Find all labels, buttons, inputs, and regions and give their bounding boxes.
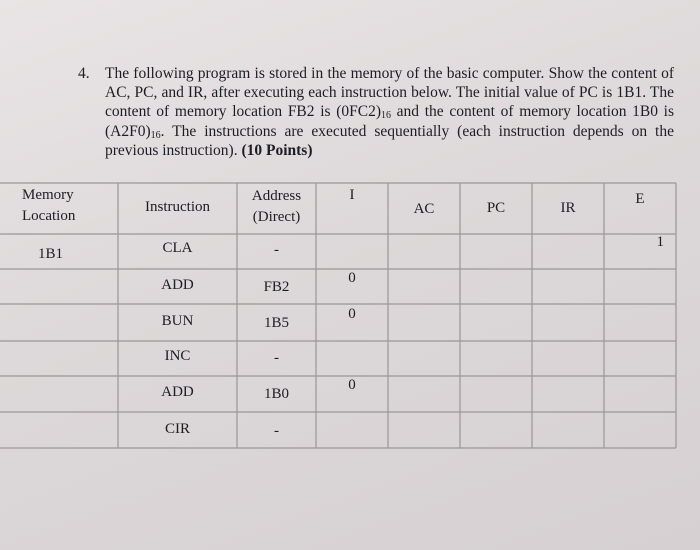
cell-i-4: 0 — [348, 377, 356, 393]
question-text-part3: . The instructions are executed sequentially (each instruction depends on the previous instruction). — [105, 122, 674, 159]
header-memory-line2: Location — [22, 208, 76, 224]
cell-address-5: - — [274, 423, 279, 439]
header-pc: PC — [486, 200, 506, 216]
cell-instruction-1: ADD — [161, 277, 194, 293]
cell-instruction-2: BUN — [161, 313, 194, 329]
cell-e-0: 1 — [656, 234, 664, 250]
cell-address-3: - — [274, 350, 279, 366]
cell-instruction-5: CIR — [164, 421, 190, 437]
cell-memory-0: 1B1 — [38, 246, 64, 262]
cell-instruction-0: CLA — [162, 240, 193, 256]
question-text-part2: and the content of memory location 1B0 is (A2F0) — [105, 103, 675, 140]
cell-address-2: 1B5 — [263, 315, 289, 331]
header-address-line1: Address — [251, 188, 302, 204]
header-i: I — [349, 187, 355, 203]
header-e: E — [635, 191, 645, 207]
cell-instruction-4: ADD — [161, 384, 194, 400]
cell-address-4: 1B0 — [263, 386, 289, 402]
cell-address-0: - — [274, 242, 279, 258]
header-memory-line1: Memory — [22, 187, 74, 203]
header-instruction: Instruction — [145, 199, 210, 215]
question-number: 4. — [78, 65, 90, 82]
cell-instruction-3: INC — [164, 348, 191, 364]
header-ac: AC — [413, 201, 435, 217]
cell-i-2: 0 — [348, 306, 356, 322]
subscript-16-first: 16 — [381, 110, 391, 122]
cell-address-1: FB2 — [263, 279, 290, 295]
question-points: (10 Points) — [241, 141, 313, 159]
cell-i-1: 0 — [348, 270, 356, 286]
header-ir: IR — [560, 200, 576, 216]
question-text-part1: The following program is stored in the memory of the basic computer. Show the content of AC, PC, and IR, after executing each instruction below. The initial value of PC is 1B1. The content of memory location FB2 is (0FC2) — [105, 65, 674, 121]
header-address-line2: (Direct) — [252, 209, 301, 225]
subscript-16-second: 16 — [150, 129, 161, 141]
